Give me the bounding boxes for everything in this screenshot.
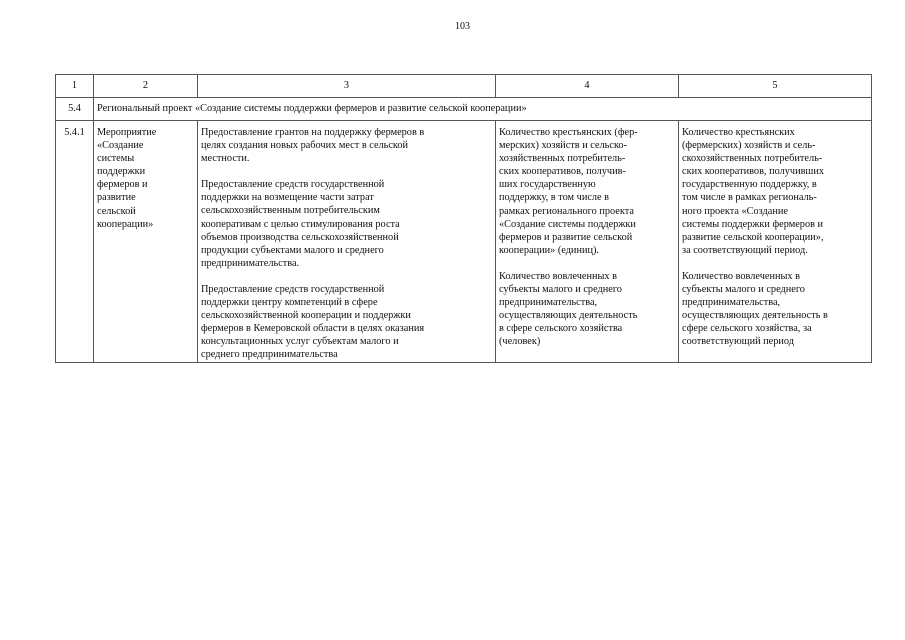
col-header-4: 4 <box>496 75 679 98</box>
event-name-line: фермеров и <box>97 179 148 191</box>
indicator-people-period: Количество вовлеченных в субъекты малого и среднего предпринимательства, осуществляющих деятельность в сфере сельского хозяйства, за соответствующий период <box>682 270 828 348</box>
section-row <box>56 98 872 121</box>
page-number: 103 <box>455 21 470 32</box>
indicator-people-count: Количество вовлеченных в субъекты малого и среднего предпринимательства, осуществляющих деятельность в сфере сельского хозяйства (человек) <box>499 270 638 348</box>
event-name-line: поддержки <box>97 166 146 178</box>
event-name-line: кооперации» <box>97 218 154 230</box>
indicator-col4-cell <box>496 121 679 363</box>
measure-grants: Предоставление грантов на поддержку фермеров в целях создания новых рабочих мест в сельской местности. <box>201 127 425 165</box>
event-row <box>56 121 872 363</box>
event-name-cell <box>94 121 198 363</box>
event-number: 5.4.1 <box>56 121 94 363</box>
col-header-5: 5 <box>679 75 872 98</box>
measure-competence-center: Предоставление средств государственной поддержки центру компетенций в сфере сельскохозяйственной кооперации и поддержки фермеров в Кемеровской области в целях оказания консультационных услуг субъектам малого и среднего предпринимательства <box>201 283 425 361</box>
col-header-3: 3 <box>198 75 496 98</box>
col-header-1: 1 <box>56 75 94 98</box>
measures-cell <box>198 121 496 363</box>
section-title: Региональный проект «Создание системы поддержки фермеров и развитие сельской кооперации» <box>94 98 872 121</box>
col-header-2: 2 <box>94 75 198 98</box>
indicator-col5-cell <box>679 121 872 363</box>
program-table <box>55 74 872 363</box>
measure-cooperatives-support: Предоставление средств государственной поддержки на возмещение части затрат сельскохозяйственным потребительским кооперативам с целью стимулирования роста объемов производства сельскохозяйственной продукции субъектами малого и среднего предпринимательства. <box>201 179 400 269</box>
event-name-line: «Создание <box>97 140 144 152</box>
event-name-line: развитие <box>97 192 136 204</box>
event-name-line: системы <box>97 153 135 165</box>
column-number-row <box>56 75 872 98</box>
section-number: 5.4 <box>56 98 94 121</box>
event-name-line: сельской <box>97 205 136 217</box>
indicator-farms-count: Количество крестьянских (фер- мерских) хозяйств и сельско- хозяйственных потребитель- ских кооперативов, получив- ших государственную поддержку, в том числе в рамках регионального проекта «Создание системы поддержки фермеров и развитие сельской кооперации» (единиц). <box>499 127 638 256</box>
event-name-line: Мероприятие <box>97 127 157 138</box>
indicator-farms-period: Количество крестьянских (фермерских) хозяйств и сель- скохозяйственных потребитель- ских кооперативов, получивших государственную поддержку, в том числе в рамках региональ- ного проекта «Создание системы поддержки фермеров и развитие сельской кооперации», за соответствующий период. <box>682 127 825 256</box>
